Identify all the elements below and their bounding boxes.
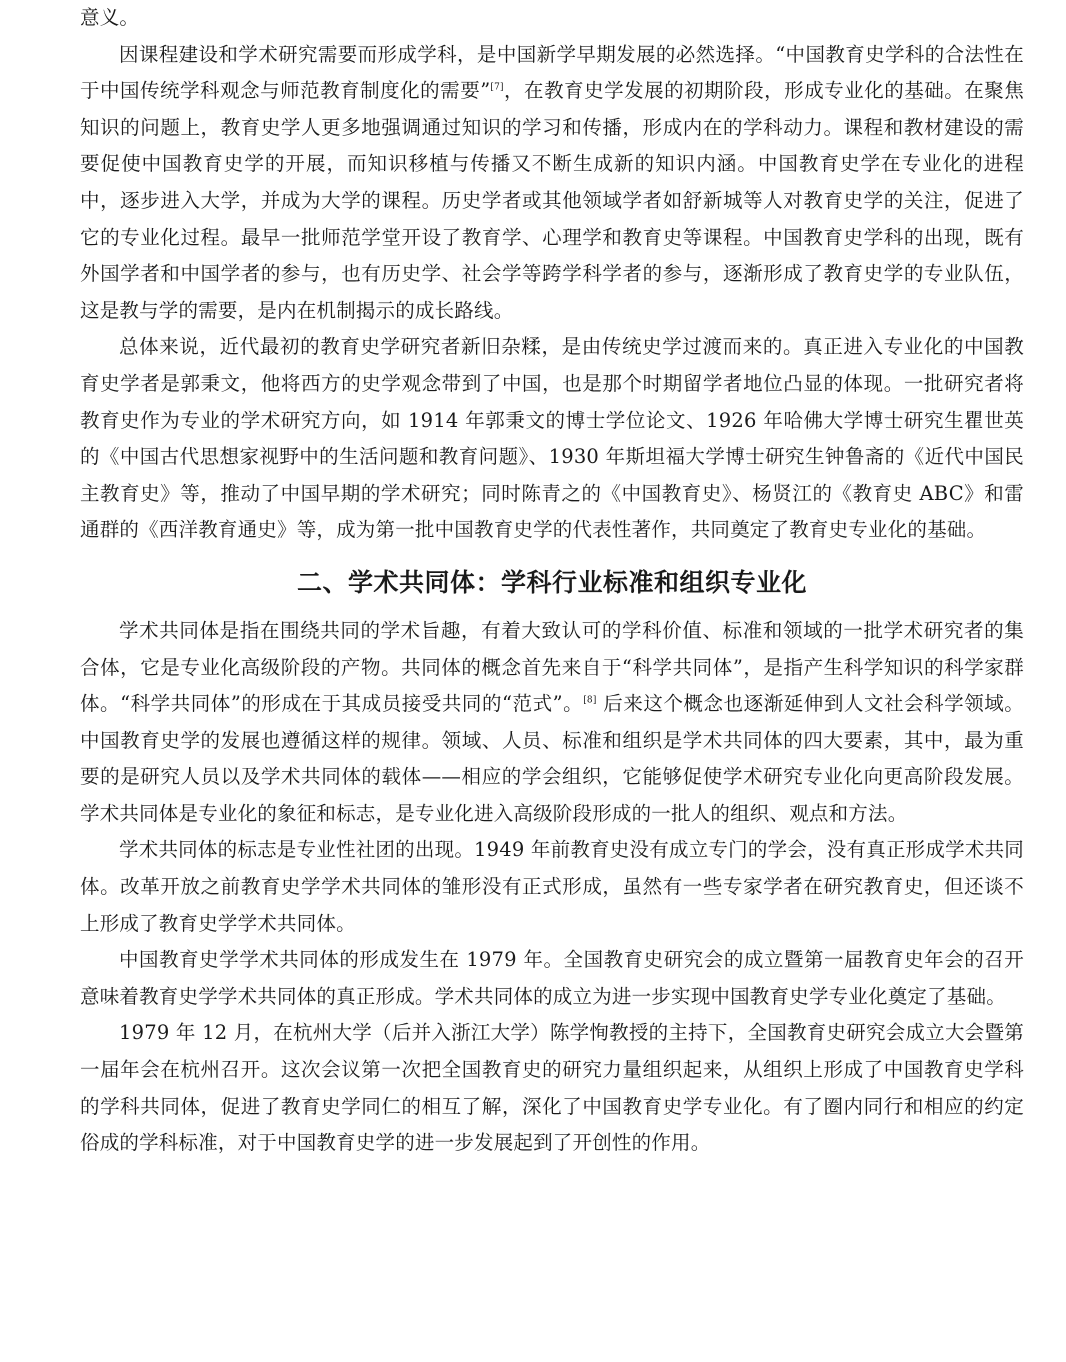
paragraph-text: 学术共同体是指在围绕共同的学术旨趣，有着大致认可的学科价值、标准和领域的一批学术研究者的集合体，它是专业化高级阶段的产物。共同体的概念首先来自于“科学共同体”，是指产生科学知识的科学家群体。“科学共同体”的形成在于其成员接受共同的“范式”。 xyxy=(80,618,1024,716)
paragraph-text: 后来这个概念也逐渐延伸到人文社会科学领域。中国教育史学的发展也遵循这样的规律。领域、人员、标准和组织是学术共同体的四大要素，其中，最为重要的是研究人员以及学术共同体的载体——相应的学会组织，它能够促使学术研究专业化向更高阶段发展。学术共同体是专业化的象征和标志，是专业化进入高级阶段形成的一批人的组织、观点和方法。 xyxy=(80,692,1024,825)
footnote-ref-8: [8] xyxy=(583,695,597,706)
section-heading: 二、学术共同体：学科行业标准和组织专业化 xyxy=(296,567,807,597)
paragraph-fragment: 意义。 xyxy=(80,6,140,29)
document-page xyxy=(80,0,1024,1162)
paragraph-academic-community xyxy=(80,613,1024,833)
paragraph-hangzhou-meeting: 1979 年 12 月，在杭州大学（后并入浙江大学）陈学恂教授的主持下，全国教育史研究会成立大会暨第一届年会在杭州召开。这次会议第一次把全国教育史的研究力量组织起来，从组织上形成了中国教育史学科的学科共同体，促进了教育史学同仁的相互了解，深化了中国教育史学专业化。有了圈内同行和相应的约定俗成的学科标准，对于中国教育史学的进一步发展起到了开创性的作用。 xyxy=(80,1021,1024,1155)
footnote-ref-7: [7] xyxy=(490,82,504,93)
paragraph-text: 因课程建设和学术研究需要而形成学科，是中国新学早期发展的必然选择。“中国教育史学科的合法性在于中国传统学科观念与师范教育制度化的需要” xyxy=(80,42,1024,103)
paragraph-curriculum xyxy=(80,37,1024,330)
paragraph-community-marker: 学术共同体的标志是专业性社团的出现。1949 年前教育史没有成立专门的学会，没有真正形成学术共同体。改革开放之前教育史学学术共同体的雏形没有正式形成，虽然有一些专家学者在研究教育史，但还谈不上形成了教育史学学术共同体。 xyxy=(80,838,1024,935)
paragraph-text: ，在教育史学发展的初期阶段，形成专业化的基础。在聚焦知识的问题上，教育史学人更多地强调通过知识的学习和传播，形成内在的学科动力。课程和教材建设的需要促使中国教育史学的开展，而知识移植与传播又不断生成新的知识内涵。中国教育史学在专业化的进程中，逐步进入大学，并成为大学的课程。历史学者或其他领域学者如舒新城等人对教育史学的关注，促进了它的专业化过程。最早一批师范学堂开设了教育学、心理学和教育史等课程。中国教育史学科的出现，既有外国学者和中国学者的参与，也有历史学、社会学等跨学科学者的参与，逐渐形成了教育史学的专业队伍，这是教与学的需要，是内在机制揭示的成长路线。 xyxy=(80,79,1024,322)
paragraph-early-scholars: 总体来说，近代最初的教育史学研究者新旧杂糅，是由传统史学过渡而来的。真正进入专业化的中国教育史学者是郭秉文，他将西方的史学观念带到了中国，也是那个时期留学者地位凸显的体现。一批研究者将教育史作为专业的学术研究方向，如 1914 年郭秉文的博士学位论文、1926 年哈佛大学博士研究生瞿世英的《中国古代思想家视野中的生活问题和教育问题》、1930 年斯坦福大学博士研究生钟鲁斋的《近代中国民主教育史》等，推动了中国早期的学术研究；同时陈青之的《中国教育史》、杨贤江的《教育史 ABC》和雷通群的《西洋教育通史》等，成为第一批中国教育史学的代表性著作，共同奠定了教育史专业化的基础。 xyxy=(80,335,1024,542)
paragraph-1979-formation: 中国教育史学学术共同体的形成发生在 1979 年。全国教育史研究会的成立暨第一届教育史年会的召开意味着教育史学学术共同体的真正形成。学术共同体的成立为进一步实现中国教育史学专业化奠定了基础。 xyxy=(80,948,1024,1008)
